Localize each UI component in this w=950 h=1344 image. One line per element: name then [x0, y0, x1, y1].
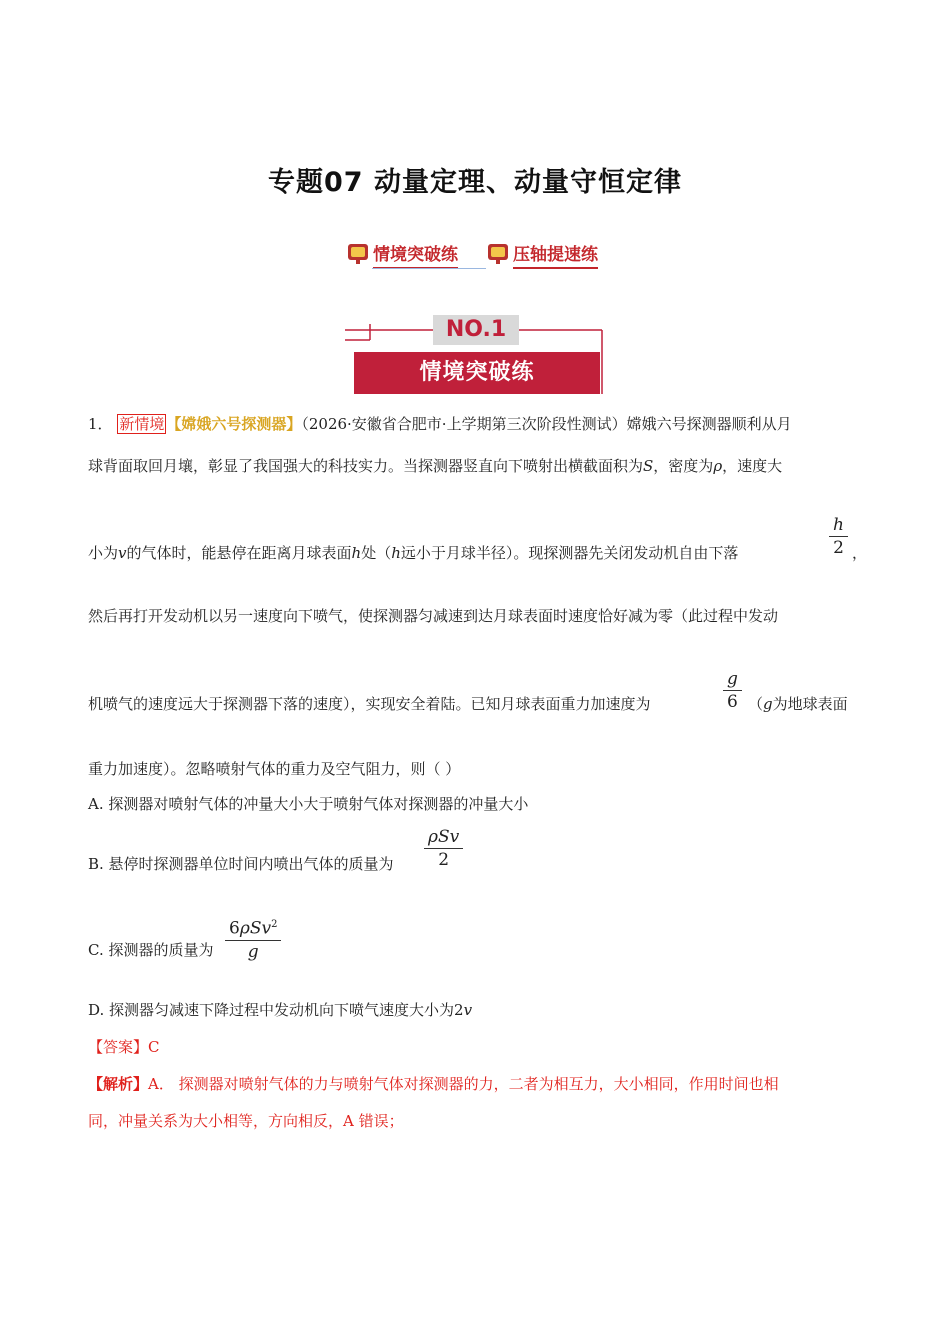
page-title: 专题07 动量定理、动量守恒定律 [268, 167, 682, 198]
section-badge: NO.1 [445, 317, 507, 342]
section-title: 情境突破练 [419, 360, 535, 385]
tab-scenario-practice[interactable] [346, 238, 486, 270]
question-line-1: 1． 新情境 【嫦娥六号探测器】（2026·安徽省合肥市·上学期第三次阶段性测试）嫦娥六号探测器顺利从月 [88, 415, 792, 433]
question-topic: 【嫦娥六号探测器】 [166, 415, 302, 433]
flag-icon [346, 242, 370, 266]
analysis-line-1: 【解析】A． 探测器对喷射气体的力与喷射气体对探测器的力，二者为相互力，大小相同，作用时间也相 [88, 1075, 779, 1093]
new-scenario-tag: 新情境 [119, 415, 165, 433]
answer [88, 1037, 160, 1057]
answer-value: C [148, 1038, 160, 1056]
answer-label: 【答案】 [88, 1038, 149, 1056]
question-number: 1． [88, 415, 113, 433]
fraction-h-over-2: $\frac{h}{2}$ [829, 514, 848, 559]
flag-icon [486, 242, 510, 266]
fraction-g-over-6: $\frac{g}{6}$ [723, 668, 742, 713]
question-line-4: 然后再打开发动机以另一速度向下喷气，使探测器匀减速到达月球表面时速度恰好减为零（此过程中发动 [88, 607, 779, 625]
analysis-line-2: 同，冲量关系为大小相等，方向相反，A 错误； [88, 1112, 404, 1130]
section-banner [340, 310, 610, 398]
option-a[interactable]: A. 探测器对喷射气体的冲量大小大于喷射气体对探测器的冲量大小 [88, 795, 529, 813]
question-line-3: 小为v的气体时，能悬停在距离月球表面h处（h远小于月球半径）。现探测器先关闭发动机自由下落 [88, 544, 739, 562]
fraction-option-b: $\frac{\text{ρSv}}{2}$ [424, 826, 463, 871]
option-c[interactable]: C. 探测器的质量为 [88, 941, 214, 959]
option-d[interactable]: D. 探测器匀减速下降过程中发动机向下喷气速度大小为2v [88, 1001, 473, 1019]
question-line-5: 机喷气的速度远大于探测器下落的速度），实现安全着陆。已知月球表面重力加速度为 [88, 695, 651, 713]
tab-advanced-label: 压轴提速练 [513, 240, 598, 269]
option-b[interactable]: B. 悬停时探测器单位时间内喷出气体的质量为 [88, 855, 394, 873]
fraction-option-c: $\frac{6\rho Sv^2}{g}$ [225, 914, 281, 963]
question-line-6: 重力加速度）。忽略喷射气体的重力及空气阻力，则（ ） [88, 760, 461, 778]
tab-advanced-practice[interactable] [486, 238, 606, 270]
tab-scenario-label: 情境突破练 [373, 240, 458, 269]
question-line-2: 球背面取回月壤，彰显了我国强大的科技实力。当探测器竖直向下喷射出横截面积为S，密度为ρ，速度大 [88, 457, 783, 475]
analysis-label: 【解析】 [88, 1075, 149, 1093]
